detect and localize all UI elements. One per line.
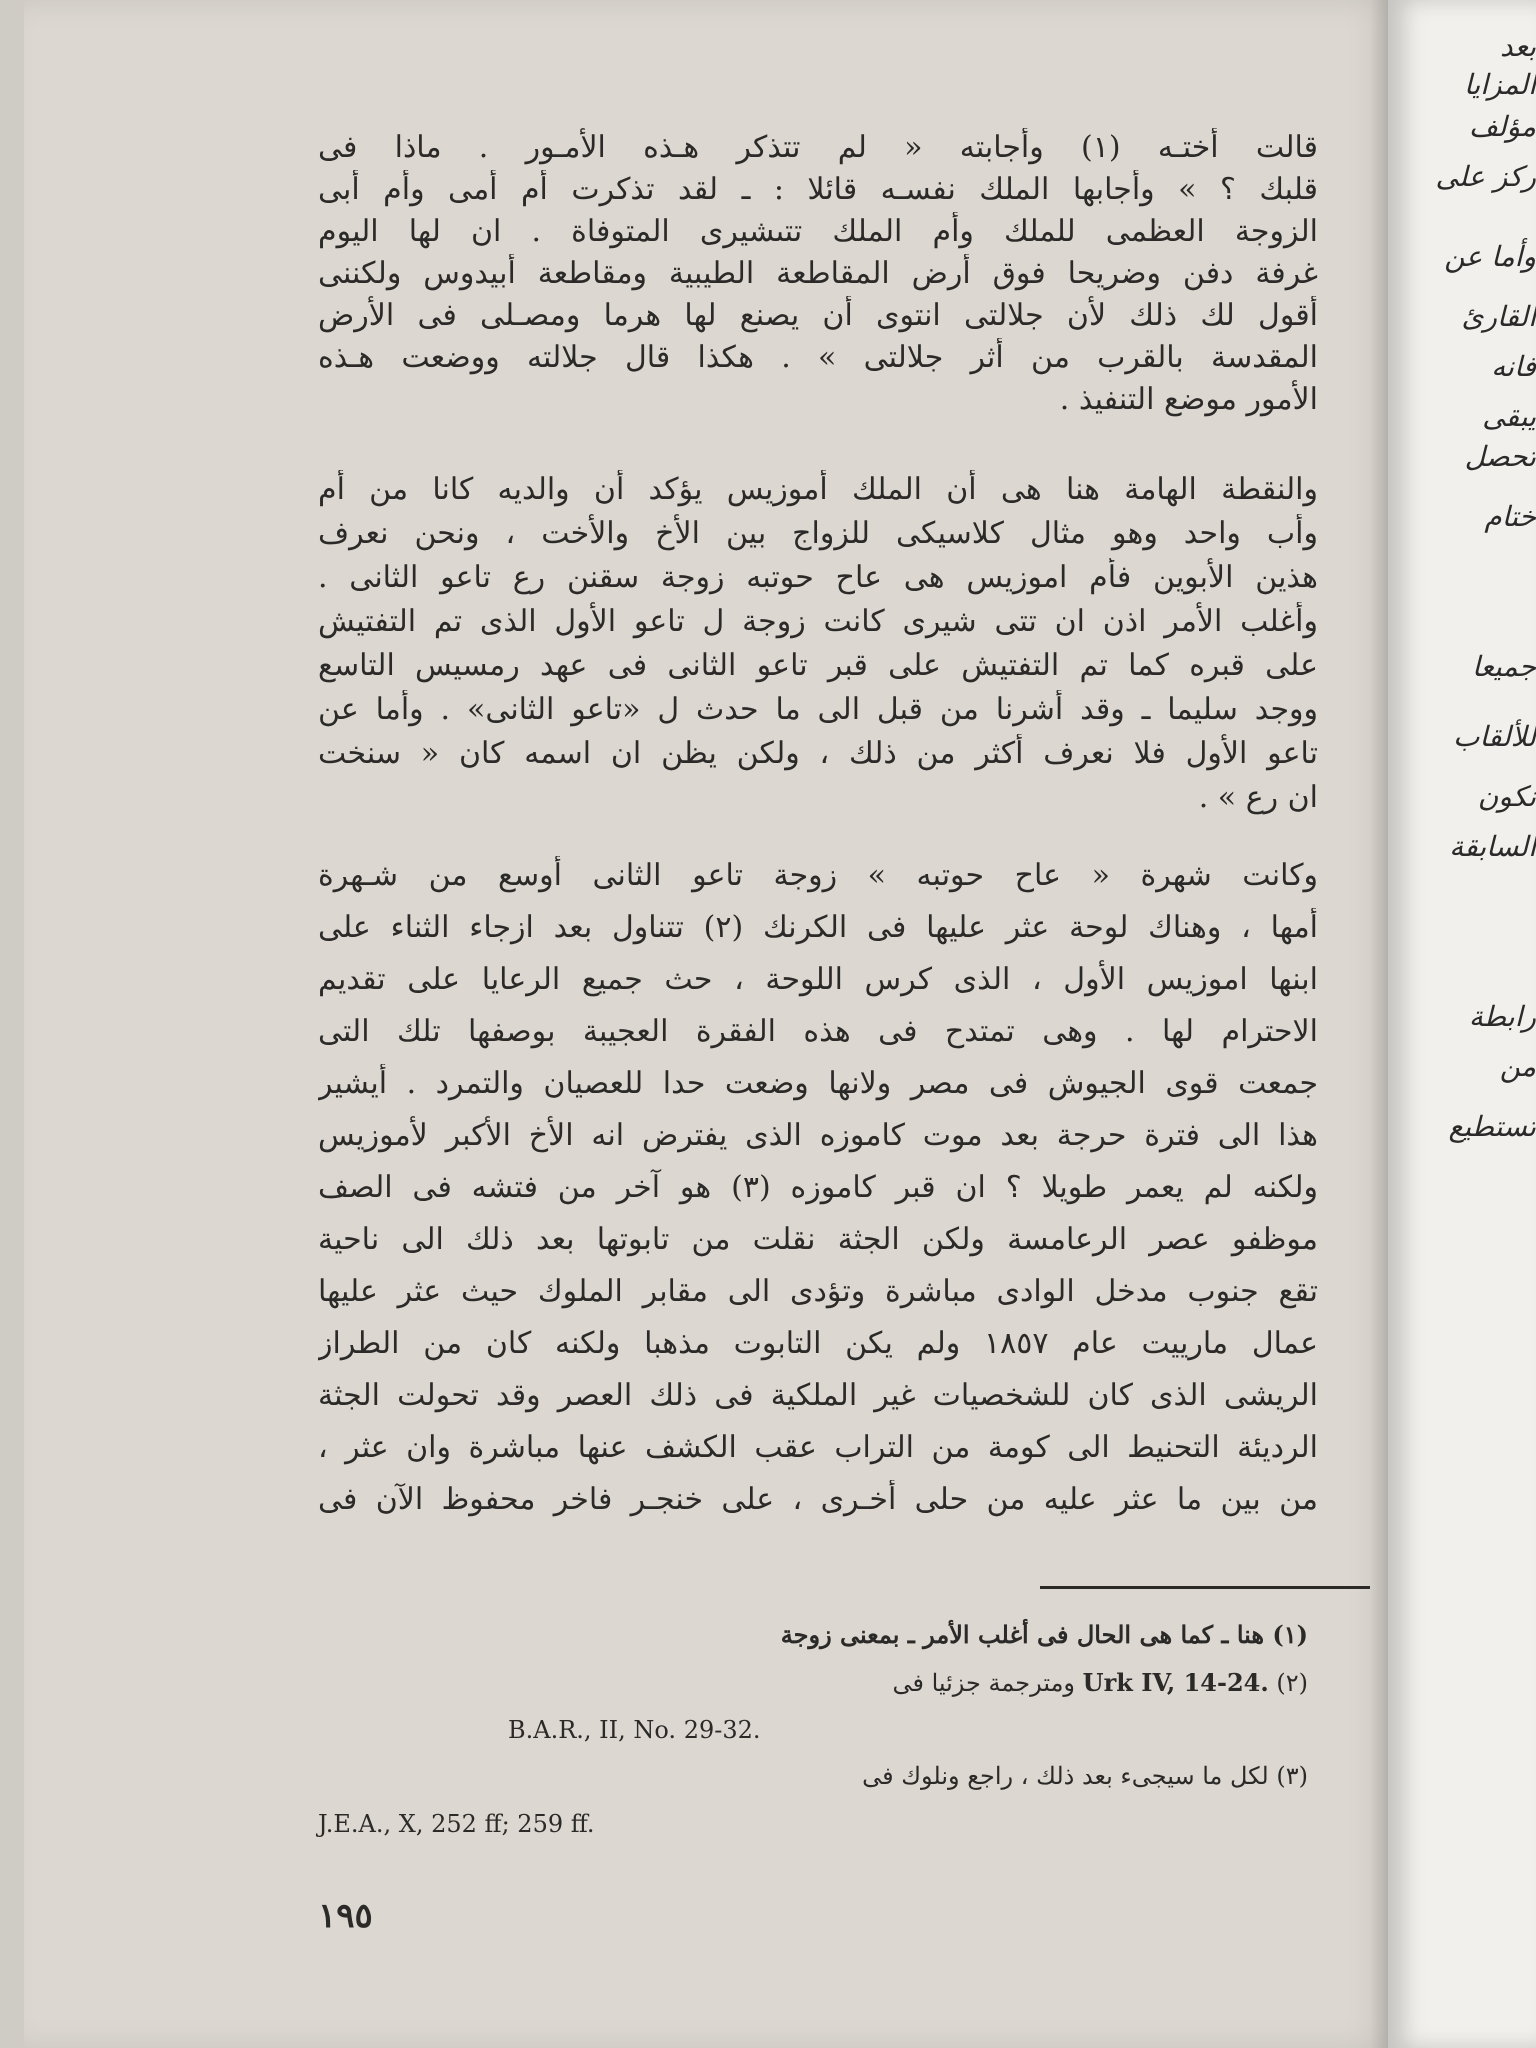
text-line: أمها ، وهناك لوحة عثر عليها فى الكرنك (٢) تتناول بعد ازجاء الثناء على	[318, 910, 1318, 945]
adjacent-page-fragment: يبقى	[1482, 400, 1536, 433]
adjacent-page-fragment: ركز على	[1435, 160, 1536, 193]
text-line: جمعت قوى الجيوش فى مصر ولانها وضعت حدا للعصيان والتمرد . أيشير	[318, 1066, 1318, 1101]
adjacent-page-fragment: السابقة	[1449, 830, 1536, 863]
text-line: الأمور موضع التنفيذ .	[1059, 382, 1318, 417]
page-number: ١٩٥	[318, 1896, 373, 1936]
text-line: ولكنه لم يعمر طويلا ؟ ان قبر كاموزه (٣) هو آخر من فتشه فى الصف	[318, 1170, 1318, 1205]
text-line: ابنها اموزيس الأول ، الذى كرس اللوحة ، حث جميع الرعايا على تقديم	[318, 962, 1318, 997]
text-line: الزوجة العظمى للملك وأم الملك تتىشيرى المتوفاة . ان لها اليوم	[318, 214, 1318, 249]
adjacent-page-fragment: تستطيع	[1448, 1110, 1536, 1143]
footnote-3-reference: J.E.A., X, 252 ff; 259 ff.	[318, 1810, 595, 1838]
text-line: الاحترام لها . وهى تمتدح فى هذه الفقرة العجيبة بوصفها تلك التى	[318, 1014, 1318, 1049]
footnote-2-marker: (٢)	[1276, 1669, 1308, 1697]
text-line: الريشى الذى كان للشخصيات غير الملكية فى ذلك العصر وقد تحولت الجثة	[318, 1378, 1318, 1413]
text-line: أقول لك ذلك لأن جلالتى انتوى أن يصنع لها هرما ومصـلى فى الأرض	[318, 298, 1318, 333]
text-line: من بين ما عثر عليه من حلى أخـرى ، على خنجـر فاخر محفوظ الآن فى	[318, 1482, 1318, 1517]
text-line: تقع جنوب مدخل الوادى مباشرة وتؤدى الى مقابر الملوك حيث عثر عليها	[318, 1274, 1318, 1309]
adjacent-page-fragment: تحصل	[1464, 440, 1536, 473]
adjacent-page-fragment: جميعا	[1472, 650, 1536, 683]
adjacent-page-fragment: رابطة	[1468, 1000, 1536, 1033]
adjacent-page-fragment: نكون	[1477, 780, 1536, 813]
text-line: قالت أختـه (١) وأجابته « لم تتذكر هـذه الأمـور . ماذا فى	[318, 130, 1318, 165]
footnote-1-text: (١) هنا ـ كما هى الحال فى أغلب الأمر ـ بمعنى زوجة	[780, 1620, 1308, 1649]
adjacent-page-fragment: المزايا	[1463, 68, 1536, 101]
text-line: على قبره كما تم التفتيش على قبر تاعو الثانى فى عهد رمسيس التاسع	[318, 648, 1318, 683]
footnote-3-continuation	[318, 1810, 595, 1838]
text-line: ان رع » .	[1198, 780, 1318, 815]
footnote-2-reference-a: Urk IV, 14-24.	[1082, 1668, 1269, 1697]
text-line: وكانت شهرة « عاح حوتبه » زوجة تاعو الثانى أوسع من شـهرة	[318, 858, 1318, 893]
text-line: غرفة دفن وضريحا فوق أرض المقاطعة الطيبية ومقاطعة أبيدوس ولكننى	[318, 256, 1318, 291]
adjacent-page-fragment: من	[1499, 1050, 1536, 1083]
text-line: هذين الأبوين فأم اموزيس هى عاح حوتبه زوجة سقنن رع تاعو الثانى .	[318, 560, 1318, 595]
adjacent-page-fragment: مؤلف	[1469, 110, 1536, 143]
text-line: موظفو عصر الرعامسة ولكن الجثة نقلت من تابوتها بعد ذلك الى ناحية	[318, 1222, 1318, 1257]
adjacent-page-fragment: القارئ	[1461, 300, 1536, 333]
text-line: قلبك ؟ » وأجابها الملك نفسـه قائلا : ـ لقد تذكرت أم أمى وأم أبى	[318, 172, 1318, 207]
text-line: وأب واحد وهو مثال كلاسيكى للزواج بين الأخ والأخت ، ونحن نعرف	[318, 516, 1318, 551]
footnote-2-continuation	[508, 1716, 761, 1744]
footnote-2-reference-b: B.A.R., II, No. 29-32.	[508, 1716, 761, 1744]
text-line: والنقطة الهامة هنا هى أن الملك أموزيس يؤكد أن والديه كانا من أم	[318, 472, 1318, 507]
adjacent-page-fragment: بعد	[1500, 30, 1536, 63]
adjacent-page-fragment: للألقاب	[1453, 720, 1536, 753]
text-line: المقدسة بالقرب من أثر جلالتى » . هكذا قال جلالته ووضعت هـذه	[318, 340, 1318, 375]
text-line: عمال مارييت عام ١٨٥٧ ولم يكن التابوت مذهبا ولكنه كان من الطراز	[318, 1326, 1318, 1361]
adjacent-page-fragment: ختام	[1484, 500, 1536, 533]
text-line: تاعو الأول فلا نعرف أكثر من ذلك ، ولكن يظن ان اسمه كان « سنخت	[318, 736, 1318, 771]
footnote-separator	[1040, 1586, 1370, 1589]
footnote-2	[892, 1668, 1308, 1697]
text-line: هذا الى فترة حرجة بعد موت كاموزه الذى يفترض انه الأخ الأكبر لأموزيس	[318, 1118, 1318, 1153]
footnote-1	[781, 1620, 1308, 1649]
text-line: ووجد سليما ـ وقد أشرنا من قبل الى ما حدث ل «تاعو الثانى» . وأما عن	[318, 692, 1318, 727]
adjacent-page-fragment: فانه	[1491, 350, 1536, 383]
text-line: وأغلب الأمر اذن ان تتى شيرى كانت زوجة ل تاعو الأول الذى تم التفتيش	[318, 604, 1318, 639]
adjacent-page-fragment: وأما عن	[1444, 240, 1536, 273]
text-line: الرديئة التحنيط الى كومة من التراب عقب الكشف عنها مباشرة وان عثر ،	[318, 1430, 1318, 1465]
footnote-2-text: ومترجمة جزئيا فى	[892, 1669, 1076, 1697]
footnote-3	[862, 1762, 1308, 1790]
adjacent-page	[1388, 0, 1536, 2048]
footnote-3-text: (٣) لكل ما سيجىء بعد ذلك ، راجع ونلوك فى	[862, 1762, 1308, 1790]
